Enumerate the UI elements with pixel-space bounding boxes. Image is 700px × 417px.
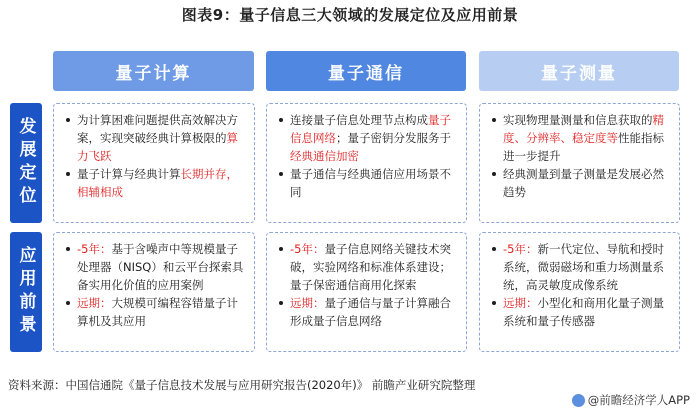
list-item: -5年：基于含噪声中等规模量子处理器（NISQ）和云平台探索具备实用化价值的应用案例 <box>64 240 246 294</box>
row-label-prospects: 应用前景 <box>10 232 42 352</box>
column-header-quantum-communication: 量子通信 <box>266 51 466 91</box>
cell-communication-positioning <box>266 103 467 223</box>
page-title: 图表9：量子信息三大领域的发展定位及应用前景 <box>181 6 519 24</box>
source-note: 资料来源：中国信通院《量子信息技术发展与应用研究报告(2020年)》 前瞻产业研究院整理 <box>8 378 476 392</box>
cell-computing-prospects <box>53 232 255 352</box>
brand-logo-icon <box>572 394 585 407</box>
list-item: -5年：新一代定位、导航和授时系统，微弱磁场和重力场测量系统，高灵敏度成像系统 <box>490 240 671 294</box>
list-item: 量子通信与经典通信应用场景不同 <box>277 165 458 201</box>
cell-measurement-prospects <box>479 232 680 352</box>
list-item: 为计算困难问题提供高效解决方案，实现突破经典计算极限的算力飞跃 <box>64 111 246 165</box>
column-header-quantum-measurement: 量子测量 <box>479 51 679 91</box>
column-header-quantum-computing: 量子计算 <box>53 51 254 91</box>
list-item: 实现物理量测量和信息获取的精度、分辨率、稳定度等性能指标进一步提升 <box>490 111 671 165</box>
list-item: 远期：小型化和商用化量子测量系统和量子传感器 <box>490 294 671 330</box>
list-item: 连接量子信息处理节点构成量子信息网络；量子密钥分发服务于经典通信加密 <box>277 111 458 165</box>
list-item: 远期：大规模可编程容错量子计算机及其应用 <box>64 294 246 330</box>
list-item: 量子计算与经典计算长期并存，相辅相成 <box>64 165 246 201</box>
cell-computing-positioning <box>53 103 255 223</box>
cell-communication-prospects <box>266 232 467 352</box>
row-label-positioning: 发展定位 <box>10 103 42 223</box>
cell-measurement-positioning <box>479 103 680 223</box>
list-item: -5年：量子信息网络关键技术突破，实验网络和标准体系建设；量子保密通信商用化探索 <box>277 240 458 294</box>
brand-text: @前瞻经济学人APP <box>587 393 690 407</box>
brand-footer <box>572 392 690 408</box>
list-item: 远期：量子通信与量子计算融合形成量子信息网络 <box>277 294 458 330</box>
list-item: 经典测量到量子测量是发展必然趋势 <box>490 165 671 201</box>
